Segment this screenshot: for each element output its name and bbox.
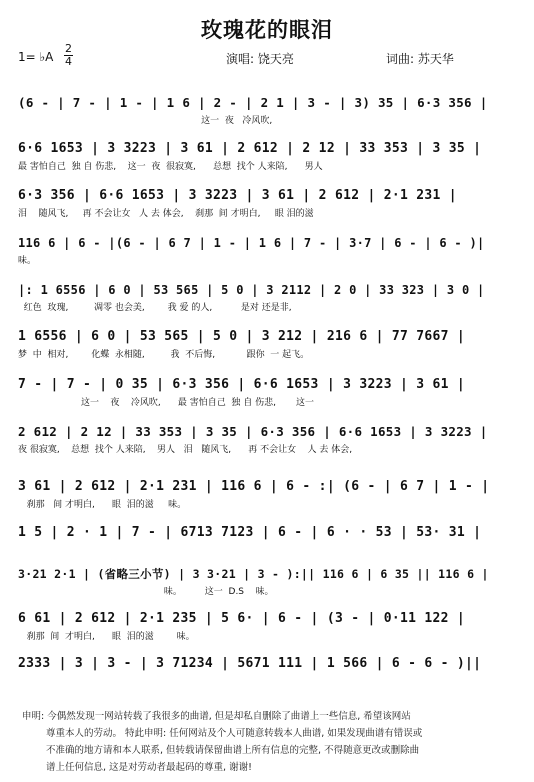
notes-line: 6 61 | 2 612 | 2·1 235 | 5 6· | 6 - | (3 - | 0·11 122 | xyxy=(18,611,465,626)
lyrics-line: 最 害怕自己 独 自 伤悲, 这一 夜 很寂寞, 总想 找个 人来陪, 男人 xyxy=(18,162,323,172)
singer-credit: 演唱: 饶天亮 xyxy=(226,52,294,66)
notice-line-4: 谱上任何信息, 这是对劳动者最起码的尊重, 谢谢! xyxy=(46,762,252,773)
notes-line: 7 - | 7 - | 0 35 | 6·3 356 | 6·6 1653 | 3 3223 | 3 61 | xyxy=(18,377,465,392)
notes-line: 2 612 | 2 12 | 33 353 | 3 35 | 6·3 356 | 6·6 1653 | 3 3223 | xyxy=(18,424,488,439)
lyrics-line: 这一 夜 冷风吹, xyxy=(18,116,273,126)
key-signature: 1= ♭A xyxy=(18,50,54,64)
notes-line: 116 6 | 6 - |(6 - | 6 7 | 1 - | 1 6 | 7 - | 3·7 | 6 - | 6 - )| xyxy=(18,236,485,250)
notes-line: 3 61 | 2 612 | 2·1 231 | 116 6 | 6 - :| (6 - | 6 7 | 1 - | xyxy=(18,479,490,494)
lyrics-line: 味。 这一 D.S 味。 xyxy=(18,587,274,597)
lyrics-line: 泪 随风飞, 再 不会让女 人 去 体会, 刹那 间 才明白, 眼 泪的滋 xyxy=(18,209,314,219)
lyrics-line: 味。 xyxy=(18,256,37,266)
time-signature-bottom: 4 xyxy=(65,55,72,68)
lyrics-line: 红色 玫瑰, 凋零 也会美, 我 爱 的人, 是对 还是非, xyxy=(18,303,292,313)
lyrics-line: 刹那 间 才明白, 眼 泪的滋 味。 xyxy=(18,632,195,642)
notes-line: (6 - | 7 - | 1 - | 1 6 | 2 - | 2 1 | 3 - | 3) 35 | 6·3 356 | xyxy=(18,95,488,110)
notes-line: 1 5 | 2 · 1 | 7 - | 6713 7123 | 6 - | 6 · · 53 | 53· 31 | xyxy=(18,525,482,540)
notes-line: 1 6556 | 6 0 | 53 565 | 5 0 | 3 212 | 216 6 | 77 7667 | xyxy=(18,329,465,344)
time-signature-top: 2 xyxy=(65,42,72,55)
lyrics-line: 刹那 间 才明白, 眼 泪的滋 味。 xyxy=(18,500,187,510)
notes-line: 6·6 1653 | 3 3223 | 3 61 | 2 612 | 2 12 | 33 353 | 3 35 | xyxy=(18,141,482,156)
notice-line-2: 尊重本人的劳动。 特此申明: 任何网站及个人可随意转载本人曲谱, 如果发现曲谱有错误或 xyxy=(46,728,423,739)
lyrics-line: 梦 中 相对, 化蝶 永相随, 我 不后悔, 跟你 一 起飞。 xyxy=(18,350,310,360)
lyrics-line: 夜 很寂寞, 总想 找个 人来陪, 男人 泪 随风飞, 再 不会让女 人 去 体会, xyxy=(18,445,353,455)
copyright-notice xyxy=(22,708,518,776)
notes-line: 3·21 2·1 | (省略三小节) | 3 3·21 | 3 - ):|| 116 6 | 6 35 || 116 6 | xyxy=(18,567,489,581)
song-title: 玫瑰花的眼泪 xyxy=(201,17,333,42)
time-signature xyxy=(64,44,73,67)
lyrics-line: 这一 夜 冷风吹, 最 害怕自己 独 自 伤悲, 这一 xyxy=(18,398,315,408)
notice-line-1: 申明: 今偶然发现一网站转载了我很多的曲谱, 但是却私自删除了曲谱上一些信息, 希望该网站 xyxy=(22,711,411,722)
writer-credit: 词曲: 苏天华 xyxy=(386,52,454,66)
notes-line: 2333 | 3 | 3 - | 3 71234 | 5671 111 | 1 566 | 6 - 6 - )|| xyxy=(18,656,482,671)
notice-line-3: 不准确的地方请和本人联系, 但转载请保留曲谱上所有信息的完整, 不得随意更改或删除曲 xyxy=(46,745,420,756)
notes-line: |: 1 6556 | 6 0 | 53 565 | 5 0 | 3 2112 | 2 0 | 33 323 | 3 0 | xyxy=(18,283,485,297)
notes-line: 6·3 356 | 6·6 1653 | 3 3223 | 3 61 | 2 612 | 2·1 231 | xyxy=(18,188,457,203)
